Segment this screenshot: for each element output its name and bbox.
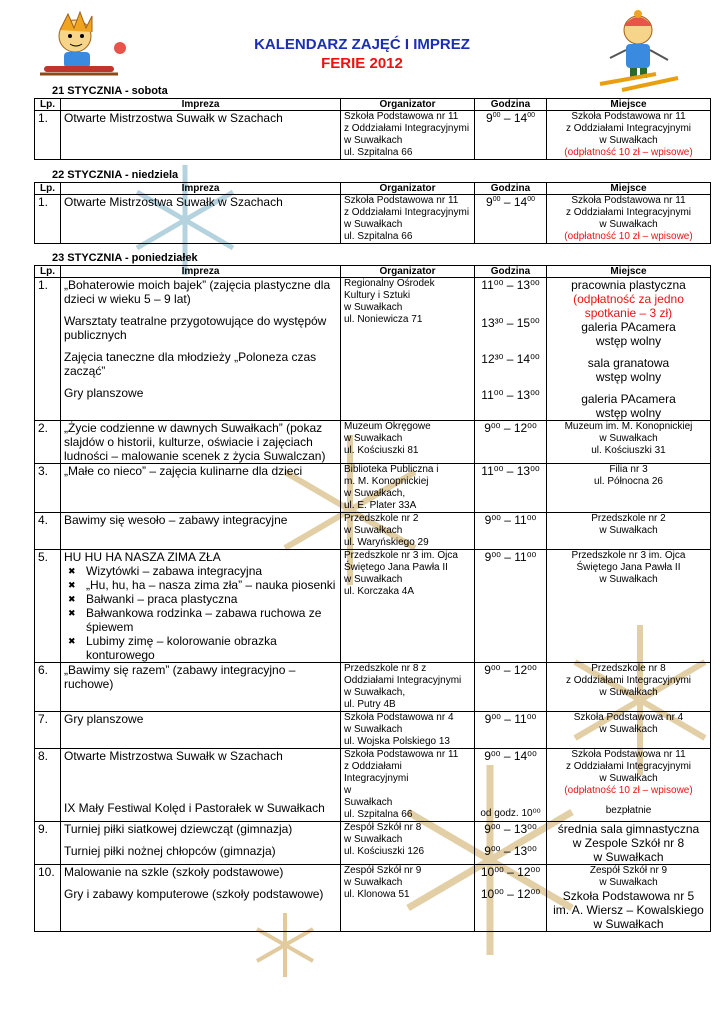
page-subtitle: FERIE 2012 (321, 55, 403, 72)
table-row: 6. „Bawimy się razem” (zabawy integracyjno – ruchowe) Przedszkole nr 8 z Oddziałami Integracyjnymi w Suwałkach, ul. Putry 4B 9⁰⁰ – 12⁰⁰ Przedszkole nr 8 z Oddziałami Integracyjnymi w Suwałkach (35, 663, 711, 712)
day2-table: Lp. Impreza Organizator Godzina Miejsce 1. Otwarte Mistrzostwa Suwałk w Szachach Szkoła Podstawowa nr 11 z Oddziałami Integracyjnymi w Suwałkach ul. Szpitalna 66 $9^{00} - 14^{00}$ Szkoła Podstawowa nr 11 z Oddziałami Integracyjnymi w Suwałkach (odpłatność 10 zł – wpisowe) (34, 182, 711, 244)
day-heading: 21 STYCZNIA - sobota (52, 85, 168, 97)
table-row: 5. HU HU HA NASZA ZIMA ZŁA ✖ Wizytówki – zabawa integracyjna ✖ „Hu, hu, ha – nasza zima zła” – nauka piosenki ✖ Bałwanki – praca plastyczna ✖ Bałwankowa rodzinka – zabawa ruchowa ze śpiewem ✖ Lubimy zimę – kolorowanie obrazka konturowego Przedszkole nr 3 im. Ojca Świętego Jana Pawła II w Suwałkach ul. Korczaka 4A 9⁰⁰ – 11⁰⁰ Przedszkole nr 3 im. Ojca Świętego Jana Pawła II w Suwałkach (35, 550, 711, 663)
table-row: 4. Bawimy się wesoło – zabawy integracyjne Przedszkole nr 2 w Suwałkach ul. Waryńskiego 29 9⁰⁰ – 11⁰⁰ Przedszkole nr 2 w Suwałkach (35, 513, 711, 550)
table-row: 3. „Małe co nieco” – zajęcia kulinarne dla dzieci Biblioteka Publiczna i m. M. Konopnickiej w Suwałkach, ul. E. Plater 33A 11⁰⁰ – 13⁰⁰ Filia nr 3 ul. Północna 26 (35, 464, 711, 513)
day-heading: 22 STYCZNIA - niedziela (52, 169, 179, 181)
list-item: ✖ Bałwanki – praca plastyczna (86, 592, 337, 606)
table-row: 7. Gry planszowe Szkoła Podstawowa nr 4 w Suwałkach ul. Wojska Polskiego 13 9⁰⁰ – 11⁰⁰ Szkoła Podstawowa nr 4 w Suwałkach (35, 712, 711, 749)
col-miejsce: Miejsce (547, 99, 711, 111)
table-row: 1. Otwarte Mistrzostwa Suwałk w Szachach Szkoła Podstawowa nr 11 z Oddziałami Integracyjnymi w Suwałkach ul. Szpitalna 66 $9^{00} - 14^{00}$ Szkoła Podstawowa nr 11 z Oddziałami Integracyjnymi w Suwałkach (odpłatność 10 zł – wpisowe) (35, 195, 711, 244)
col-impreza: Impreza (61, 99, 341, 111)
col-lp: Lp. (35, 99, 61, 111)
day-heading: 23 STYCZNIA - poniedziałek (52, 252, 198, 264)
table-row: 10. Malowanie na szkle (szkoły podstawowe) Gry i zabawy komputerowe (szkoły podstawowe) Zespół Szkół nr 9 w Suwałkach ul. Klonowa 51 10⁰⁰ – 12⁰⁰ 10⁰⁰ – 12⁰⁰ Zespół Szkół nr 9 w Suwałkach Szkoła Podstawowa nr 5 im. A. Wiersz – Kowalskiego w Suwałkach (35, 865, 711, 932)
day3-table: Lp. Impreza Organizator Godzina Miejsce 1. „Bohaterowie moich bajek” (zajęcia plastyczne dla dzieci w wieku 5 – 9 lat) Warsztaty teatralne przygotowujące do występów publicznych Zajęcia taneczne dla młodzieży „Poloneza czas zacząć” Gry planszowe Regionalny Ośrodek Kultury i Sztuki w Suwałkach ul. Noniewicza 71 11⁰⁰ – 13⁰⁰ 13³⁰ – 15⁰⁰ 12³⁰ – 14⁰⁰ 11⁰⁰ – 13⁰⁰ pracownia plastyczna (odpłatność za jedno spotkanie – 3 zł) galeria PAcamera wstęp wolny sala granatowa wstęp wolny galeria PAcamera wstęp wolny 2. „Życie codzienne w dawnych Suwałkach” (pokaz slajdów o historii, kulturze, oświacie i zajęciach ludności – malowanie scenek z życia Suwalczan) Muzeum Okręgowe w Suwałkach ul. Kościuszki 81 9⁰⁰ – 12⁰⁰ Muzeum im. M. Konopnickiej w Suwałkach ul. Kościuszki 31 3. „Małe co nieco” – zajęcia kulinarne dla dzieci Biblioteka Publiczna i m. M. Konopnickiej w Suwałkach, ul. E. Plater 33A 11⁰⁰ – 13⁰⁰ Filia nr 3 ul. Północna 26 4. Bawimy się wesoło – zabawy integracyjne Przedszkole nr 2 w Suwałkach ul. Waryńskiego 29 9⁰⁰ – 11⁰⁰ Przedszkole nr 2 w Suwałkach 5. HU HU HA NASZA ZIMA ZŁA ✖ Wizytówki – zabawa integracyjna ✖ „Hu, hu, ha – nasza zima zła” – nauka piosenki ✖ Bałwanki – praca plastyczna ✖ Bałwankowa rodzinka – zabawa ruchowa ze śpiewem ✖ Lubimy zimę – kolorowanie obrazka konturowego Przedszkole nr 3 im. Ojca Świętego Jana Pawła II w Suwałkach ul. Korczaka 4A 9⁰⁰ – 11⁰⁰ Przedszkole nr 3 im. Ojca Świętego Jana Pawła II w Suwałkach 6. „Bawimy się razem” (zabawy integracyjno – ruchowe) Przedszkole nr 8 z Oddziałami Integracyjnymi w Suwałkach, ul. Putry 4B 9⁰⁰ – 12⁰⁰ Przedszkole nr 8 z Oddziałami Integracyjnymi w Suwałkach 7. Gry planszowe Szkoła Podstawowa nr 4 w Suwałkach ul. Wojska Polskiego 13 9⁰⁰ – 11⁰⁰ Szkoła Podstawowa nr 4 w Suwałkach 8. Otwarte Mistrzostwa Suwałk w Szachach IX Mały Festiwal Kolęd i Pastorałek w Suwałkach Szkoła Podstawowa nr 11 z Oddziałami Integracyjnymi w Suwałkach ul. Szpitalna 66 9⁰⁰ – 14⁰⁰ od godz. 10⁰⁰ Szkoła Podstawowa nr 11 z Oddziałami Integracyjnymi w Suwałkach (odpłatność 10 zł – wpisowe) bezpłatnie 9. Turniej piłki siatkowej dziewcząt (gimnazja) Turniej piłki nożnej chłopców (gimnazja) Zespół Szkół nr 8 w Suwałkach ul. Kościuszki 126 9⁰⁰ – 13⁰⁰ 9⁰⁰ – 13⁰⁰ średnia sala gimnastyczna w Zespole Szkół nr 8 w Suwałkach 10. Malowanie na szkle (szkoły podstawowe) Gry i zabawy komputerowe (szkoły podstawowe) Zespół Szkół nr 9 w Suwałkach ul. Klonowa 51 10⁰⁰ – 12⁰⁰ 10⁰⁰ – 12⁰⁰ Zespół Szkół nr 9 w Suwałkach Szkoła Podstawowa nr 5 im. A. Wiersz – Kowalskiego w Suwałkach (34, 265, 711, 932)
list-item: ✖ Wizytówki – zabawa integracyjna (86, 564, 337, 578)
table-row: 9. Turniej piłki siatkowej dziewcząt (gimnazja) Turniej piłki nożnej chłopców (gimnazja) Zespół Szkół nr 8 w Suwałkach ul. Kościuszki 126 9⁰⁰ – 13⁰⁰ 9⁰⁰ – 13⁰⁰ średnia sala gimnastyczna w Zespole Szkół nr 8 w Suwałkach (35, 822, 711, 865)
list-item: ✖ Lubimy zimę – kolorowanie obrazka konturowego (86, 634, 337, 662)
list-item: ✖ Bałwankowa rodzinka – zabawa ruchowa ze śpiewem (86, 606, 337, 634)
table-row: 2. „Życie codzienne w dawnych Suwałkach” (pokaz slajdów o historii, kulturze, oświacie i zajęciach ludności – malowanie scenek z życia Suwalczan) Muzeum Okręgowe w Suwałkach ul. Kościuszki 81 9⁰⁰ – 12⁰⁰ Muzeum im. M. Konopnickiej w Suwałkach ul. Kościuszki 31 (35, 421, 711, 464)
day1-table (34, 98, 711, 160)
page-title: KALENDARZ ZAJĘĆ I IMPREZ (254, 36, 470, 53)
list-item: ✖ „Hu, hu, ha – nasza zima zła” – nauka piosenki (86, 578, 337, 592)
col-organizator: Organizator (341, 99, 475, 111)
col-godzina: Godzina (475, 99, 547, 111)
table-row: 8. Otwarte Mistrzostwa Suwałk w Szachach IX Mały Festiwal Kolęd i Pastorałek w Suwałkach Szkoła Podstawowa nr 11 z Oddziałami Integracyjnymi w Suwałkach ul. Szpitalna 66 9⁰⁰ – 14⁰⁰ od godz. 10⁰⁰ Szkoła Podstawowa nr 11 z Oddziałami Integracyjnymi w Suwałkach (odpłatność 10 zł – wpisowe) bezpłatnie (35, 749, 711, 822)
table-row: 1. „Bohaterowie moich bajek” (zajęcia plastyczne dla dzieci w wieku 5 – 9 lat) Warsztaty teatralne przygotowujące do występów publicznych Zajęcia taneczne dla młodzieży „Poloneza czas zacząć” Gry planszowe Regionalny Ośrodek Kultury i Sztuki w Suwałkach ul. Noniewicza 71 11⁰⁰ – 13⁰⁰ 13³⁰ – 15⁰⁰ 12³⁰ – 14⁰⁰ 11⁰⁰ – 13⁰⁰ pracownia plastyczna (odpłatność za jedno spotkanie – 3 zł) galeria PAcamera wstęp wolny sala granatowa wstęp wolny galeria PAcamera wstęp wolny (35, 278, 711, 421)
table-row: 1. Otwarte Mistrzostwa Suwałk w Szachach Szkoła Podstawowa nr 11 z Oddziałami Integracyjnymi w Suwałkach ul. Szpitalna 66 $9^{00} - 14^{00}$ Szkoła Podstawowa nr 11 z Oddziałami Integracyjnymi w Suwałkach (odpłatność 10 zł – wpisowe) (35, 111, 711, 160)
